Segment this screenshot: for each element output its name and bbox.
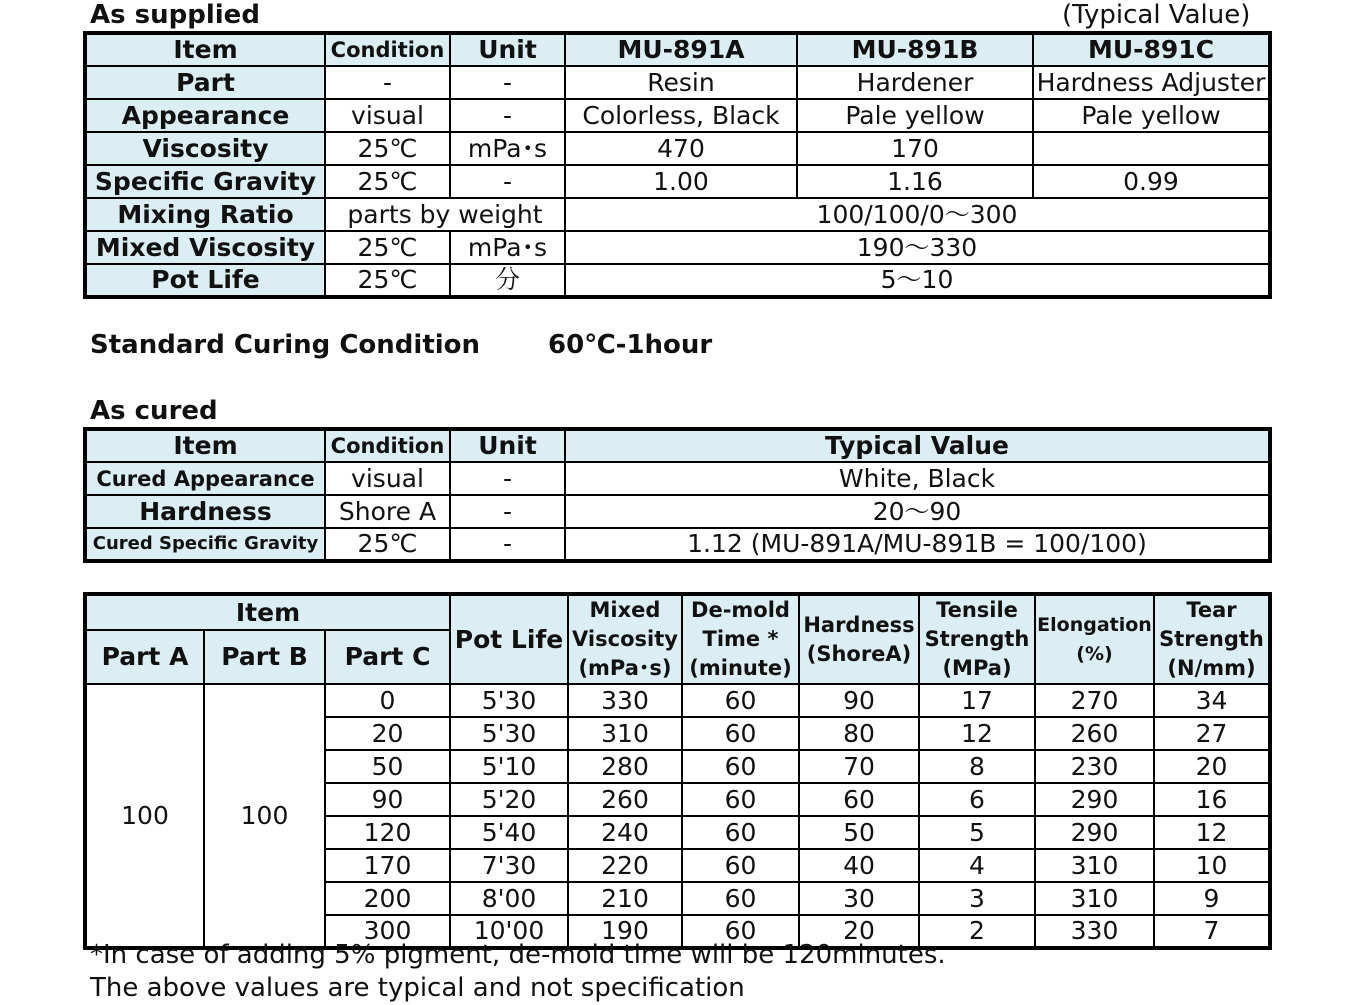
header-line: Tensile xyxy=(936,598,1018,622)
cell: 12 xyxy=(1154,816,1270,849)
row-label: Hardness xyxy=(85,495,325,528)
header-line: Strength xyxy=(1159,627,1264,651)
header-line: (mPa･s) xyxy=(578,656,672,680)
header-line: De-mold xyxy=(691,598,790,622)
cell: 8'00 xyxy=(450,882,568,915)
row-label: Part xyxy=(85,66,325,99)
cell: Shore A xyxy=(325,495,450,528)
cell: 5'40 xyxy=(450,816,568,849)
cell: Colorless, Black xyxy=(565,99,797,132)
table-row xyxy=(85,264,1270,297)
table-row xyxy=(85,231,1270,264)
mix-ratio-table xyxy=(83,592,1272,950)
cell: 230 xyxy=(1035,750,1154,783)
as-cured-title: As cured xyxy=(90,396,218,426)
row-label: Pot Life xyxy=(85,264,325,297)
header-hardness xyxy=(799,594,919,684)
table-row xyxy=(85,198,1270,231)
cell: 1.00 xyxy=(565,165,797,198)
cell: 270 xyxy=(1035,684,1154,717)
header-typical-value: Typical Value xyxy=(565,429,1270,462)
as-cured-table xyxy=(83,427,1272,563)
cell: 260 xyxy=(568,783,682,816)
header-pot-life: Pot Life xyxy=(450,594,568,684)
footnote-pigment: *In case of adding 5% pigment, de-mold time will be 120minutes. xyxy=(90,940,946,970)
footnote-typical: The above values are typical and not specification xyxy=(90,973,745,1003)
as-supplied-title: As supplied xyxy=(90,0,260,30)
table-row xyxy=(85,99,1270,132)
header-line: Mixed xyxy=(589,598,661,622)
cell: - xyxy=(450,66,565,99)
header-part-a: Part A xyxy=(85,630,204,684)
header-condition: Condition xyxy=(325,429,450,462)
header-part-b: Part B xyxy=(204,630,325,684)
cell: 470 xyxy=(565,132,797,165)
header-unit: Unit xyxy=(450,429,565,462)
cell: 310 xyxy=(1035,849,1154,882)
cell: 200 xyxy=(325,882,450,915)
header-line: (ShoreA) xyxy=(806,641,912,666)
cell: Resin xyxy=(565,66,797,99)
header-line: (N/mm) xyxy=(1167,656,1256,680)
cell xyxy=(1033,132,1270,165)
header-mu891c: MU-891C xyxy=(1033,33,1270,66)
header-unit: Unit xyxy=(450,33,565,66)
cell: 4 xyxy=(919,849,1035,882)
cell: 10'00 xyxy=(450,915,568,948)
cell: mPa･s xyxy=(450,231,565,264)
cell: 5'10 xyxy=(450,750,568,783)
cell: 7 xyxy=(1154,915,1270,948)
cell: 60 xyxy=(682,684,799,717)
cell: 170 xyxy=(325,849,450,882)
cell: 50 xyxy=(799,816,919,849)
cell: 190 xyxy=(568,915,682,948)
header-mu891a: MU-891A xyxy=(565,33,797,66)
cell: visual xyxy=(325,99,450,132)
cell: - xyxy=(450,528,565,561)
cell: 27 xyxy=(1154,717,1270,750)
cell: Pale yellow xyxy=(797,99,1033,132)
header-line: Time * xyxy=(702,627,779,651)
cell: 330 xyxy=(1035,915,1154,948)
cell: 60 xyxy=(682,816,799,849)
cell: 290 xyxy=(1035,783,1154,816)
cell: 5～10 xyxy=(565,264,1270,297)
cell: Hardener xyxy=(797,66,1033,99)
table-row xyxy=(85,528,1270,561)
curing-condition-value: 60℃-1hour xyxy=(548,330,713,360)
cell: - xyxy=(450,495,565,528)
curing-condition-label: Standard Curing Condition xyxy=(90,330,481,360)
cell: 5'30 xyxy=(450,684,568,717)
header-line: Viscosity xyxy=(572,627,678,651)
cell: 80 xyxy=(799,717,919,750)
header-item: Item xyxy=(85,33,325,66)
cell: 16 xyxy=(1154,783,1270,816)
row-label: Mixing Ratio xyxy=(85,198,325,231)
header-line: (MPa) xyxy=(942,656,1012,680)
cell: 25℃ xyxy=(325,231,450,264)
cell: 240 xyxy=(568,816,682,849)
cell: parts by weight xyxy=(325,198,565,231)
header-item: Item xyxy=(85,429,325,462)
cell: Pale yellow xyxy=(1033,99,1270,132)
header-line: Tear xyxy=(1186,598,1237,622)
table-row xyxy=(85,132,1270,165)
header-line: Hardness xyxy=(803,612,915,637)
cell: 9 xyxy=(1154,882,1270,915)
cell: 60 xyxy=(682,915,799,948)
row-label: Cured Appearance xyxy=(85,462,325,495)
cell: 310 xyxy=(1035,882,1154,915)
cell: mPa･s xyxy=(450,132,565,165)
header-mixed-viscosity xyxy=(568,594,682,684)
cell: - xyxy=(325,66,450,99)
cell: 25℃ xyxy=(325,132,450,165)
cell: 20 xyxy=(1154,750,1270,783)
cell: 20 xyxy=(799,915,919,948)
row-label: Cured Specific Gravity xyxy=(85,528,325,561)
header-item: Item xyxy=(85,594,450,630)
cell: 40 xyxy=(799,849,919,882)
cell: Hardness Adjuster xyxy=(1033,66,1270,99)
cell: 60 xyxy=(682,717,799,750)
cell: 12 xyxy=(919,717,1035,750)
cell: 20 xyxy=(325,717,450,750)
header-tensile-strength xyxy=(919,594,1035,684)
cell: 330 xyxy=(568,684,682,717)
cell: 90 xyxy=(325,783,450,816)
cell: 60 xyxy=(682,750,799,783)
row-label: Specific Gravity xyxy=(85,165,325,198)
cell: 60 xyxy=(682,849,799,882)
header-line: (minute) xyxy=(689,656,792,680)
cell: White, Black xyxy=(565,462,1270,495)
cell: 25℃ xyxy=(325,528,450,561)
table-row xyxy=(85,684,1270,717)
cell: 5'20 xyxy=(450,783,568,816)
cell: 170 xyxy=(797,132,1033,165)
typical-value-note: (Typical Value) xyxy=(1062,0,1251,30)
cell: 3 xyxy=(919,882,1035,915)
row-label: Appearance xyxy=(85,99,325,132)
cell: 17 xyxy=(919,684,1035,717)
cell: 310 xyxy=(568,717,682,750)
cell: 1.16 xyxy=(797,165,1033,198)
cell: 0.99 xyxy=(1033,165,1270,198)
cell: 210 xyxy=(568,882,682,915)
cell: 1.12 (MU-891A/MU-891B = 100/100) xyxy=(565,528,1270,561)
header-mu891b: MU-891B xyxy=(797,33,1033,66)
cell: 7'30 xyxy=(450,849,568,882)
cell: 2 xyxy=(919,915,1035,948)
cell: 70 xyxy=(799,750,919,783)
cell: 分 xyxy=(450,264,565,297)
cell: 60 xyxy=(682,783,799,816)
cell: 25℃ xyxy=(325,264,450,297)
cell: 30 xyxy=(799,882,919,915)
table-row xyxy=(85,165,1270,198)
cell: 300 xyxy=(325,915,450,948)
cell: 220 xyxy=(568,849,682,882)
cell: 20～90 xyxy=(565,495,1270,528)
cell: visual xyxy=(325,462,450,495)
cell: 260 xyxy=(1035,717,1154,750)
cell: 25℃ xyxy=(325,165,450,198)
cell: 10 xyxy=(1154,849,1270,882)
cell: 0 xyxy=(325,684,450,717)
cell: 120 xyxy=(325,816,450,849)
cell: 5'30 xyxy=(450,717,568,750)
row-label: Viscosity xyxy=(85,132,325,165)
cell: 60 xyxy=(799,783,919,816)
cell: 190～330 xyxy=(565,231,1270,264)
header-part-c: Part C xyxy=(325,630,450,684)
as-supplied-table xyxy=(83,31,1272,299)
cell: 8 xyxy=(919,750,1035,783)
table-row xyxy=(85,495,1270,528)
header-elongation xyxy=(1035,594,1154,684)
cell: 90 xyxy=(799,684,919,717)
cell: 60 xyxy=(682,882,799,915)
cell: 100/100/0～300 xyxy=(565,198,1270,231)
table-row xyxy=(85,66,1270,99)
part-b-value: 100 xyxy=(204,684,325,948)
header-line: Elongation xyxy=(1037,613,1152,636)
cell: 6 xyxy=(919,783,1035,816)
cell: 280 xyxy=(568,750,682,783)
header-demold-time xyxy=(682,594,799,684)
header-line: Strength xyxy=(924,627,1030,651)
part-a-value: 100 xyxy=(85,684,204,948)
cell: 34 xyxy=(1154,684,1270,717)
table-row xyxy=(85,462,1270,495)
cell: 50 xyxy=(325,750,450,783)
header-condition: Condition xyxy=(325,33,450,66)
cell: - xyxy=(450,165,565,198)
row-label: Mixed Viscosity xyxy=(85,231,325,264)
cell: 5 xyxy=(919,816,1035,849)
header-tear-strength xyxy=(1154,594,1270,684)
cell: - xyxy=(450,99,565,132)
cell: - xyxy=(450,462,565,495)
header-line: (%) xyxy=(1076,642,1113,665)
cell: 290 xyxy=(1035,816,1154,849)
